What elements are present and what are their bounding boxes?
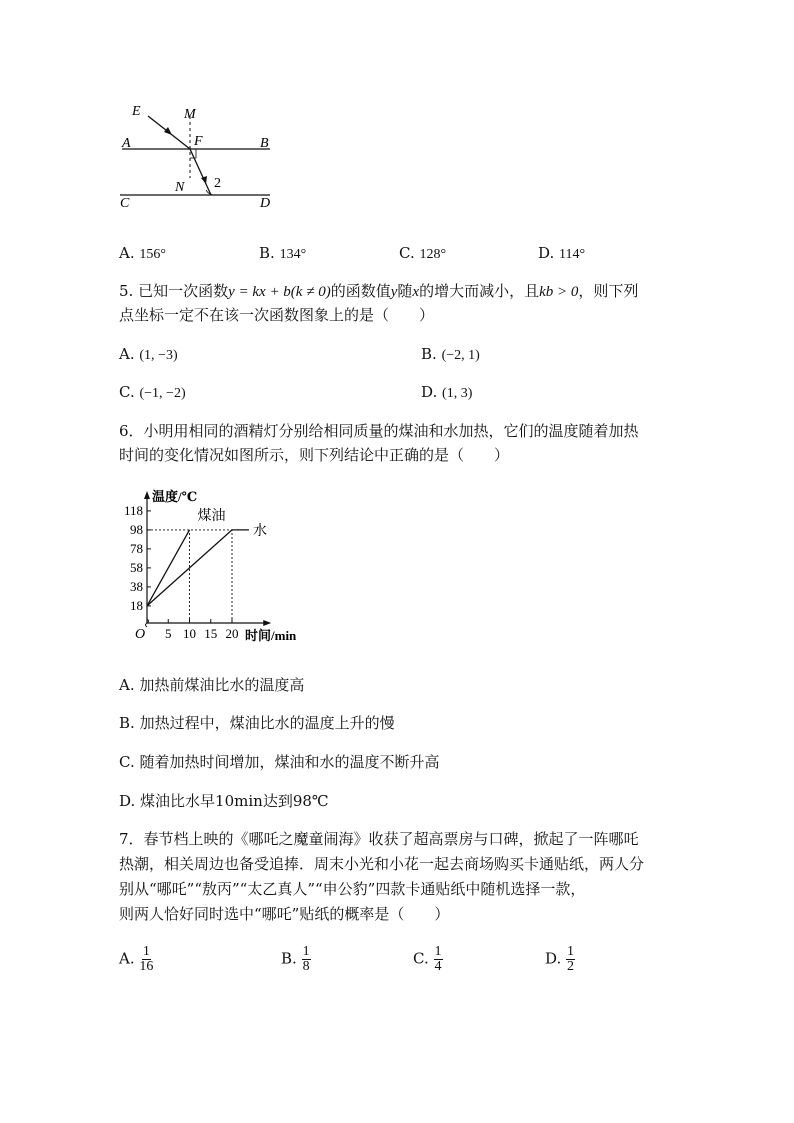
label-a: A	[122, 136, 131, 151]
fraction: $\frac{1}{4}$	[434, 944, 442, 974]
q7-stem-line2: 热潮，相关周边也备受追捧．周末小光和小花一起去商场购买卡通贴纸，两人分	[119, 855, 645, 873]
q6-option-b[interactable]: B. 加热过程中，煤油比水的温度上升的慢	[119, 714, 395, 732]
q6-stem-line1: 6．小明用相同的酒精灯分别给相同质量的煤油和水加热，它们的温度随着加热	[119, 422, 639, 440]
chart-x-tick-label: 20	[225, 626, 239, 641]
q5-option-c[interactable]: C. (−1, −2)	[119, 383, 186, 401]
chart-y-tick-label: 98	[130, 521, 143, 537]
chart-y-tick-label: 58	[130, 559, 143, 575]
q6-option-a[interactable]: A. 加热前煤油比水的温度高	[119, 676, 305, 694]
x-axis-arrow-icon	[263, 620, 271, 626]
q5-option-a[interactable]: A. (1, −3)	[119, 345, 178, 363]
label-d: D	[260, 196, 271, 211]
chart-origin-label: O	[135, 627, 146, 642]
q6-stem-line2: 时间的变化情况如图所示，则下列结论中正确的是（ ）	[119, 446, 510, 464]
q5-option-b[interactable]: B. (−2, 1)	[421, 345, 480, 363]
q7-option-a[interactable]: A. $\frac{1}{16}$	[119, 944, 154, 974]
q4-option-c[interactable]: C. 128°	[399, 244, 447, 262]
reflected-arrow-icon	[201, 176, 207, 184]
q5-stem-line2: 点坐标一定不在该一次函数图象上的是（ ）	[119, 306, 435, 324]
q7-stem-line4: 则两人恰好同时选中“哪吒”贴纸的概率是（ ）	[119, 905, 450, 923]
q7-option-b[interactable]: B. $\frac{1}{8}$	[281, 944, 310, 974]
q7-stem-line3: 别从“哪吒”“敖丙”“太乙真人”“申公豹”四款卡通贴纸中随机选择一款，	[119, 880, 586, 898]
reflected-ray	[190, 149, 211, 195]
label-2: 2	[214, 176, 221, 191]
q5-stem-line1: 5. 已知一次函数y = kx + b(k ≠ 0)的函数值y随x的增大而减小，且kb > 0，则下列	[119, 282, 639, 300]
label-m: M	[184, 107, 196, 122]
chart-y-tick-label: 118	[123, 502, 143, 518]
fraction: $\frac{1}{2}$	[567, 944, 575, 974]
q7-option-d[interactable]: D. $\frac{1}{2}$	[545, 944, 575, 974]
chart-y-tick-label: 38	[130, 578, 143, 594]
chart-series-label: 煤油	[197, 508, 226, 524]
chart-series-line	[147, 530, 190, 606]
chart-y-tick-label: 78	[130, 540, 143, 556]
chart-series-line	[147, 530, 249, 606]
q4-option-d[interactable]: D. 114°	[538, 244, 586, 262]
label-e: E	[132, 104, 141, 119]
fraction: $\frac{1}{8}$	[302, 944, 310, 974]
q6-option-d[interactable]: D. 煤油比水早10min达到98℃	[119, 792, 329, 810]
chart-y-tick-label: 18	[130, 597, 143, 613]
q7-stem-line1: 7．春节档上映的《哪吒之魔童闹海》收获了超高票房与口碑，掀起了一阵哪吒	[119, 830, 639, 848]
parallel-lines-figure	[110, 98, 285, 213]
chart-x-axis-label: 时间/min	[245, 628, 297, 643]
incident-arrow-icon	[164, 127, 172, 135]
chart-x-tick-label: 10	[183, 626, 196, 641]
q5-option-d[interactable]: D. (1, 3)	[421, 383, 473, 401]
fraction: $\frac{1}{16}$	[139, 944, 154, 974]
temperature-time-chart	[110, 483, 310, 648]
chart-y-axis-label: 温度/℃	[152, 489, 198, 504]
chart-x-tick-label: 15	[204, 626, 218, 641]
chart-x-tick-label: 5	[165, 626, 172, 641]
q4-option-a[interactable]: A. 156°	[119, 244, 166, 262]
chart-series-label: 水	[253, 523, 267, 539]
label-n: N	[175, 180, 185, 195]
y-axis-arrow-icon	[144, 491, 150, 499]
label-f: F	[194, 134, 203, 149]
q4-option-b[interactable]: B. 134°	[259, 244, 307, 262]
label-c: C	[120, 196, 130, 211]
q6-option-c[interactable]: C. 随着加热时间增加，煤油和水的温度不断升高	[119, 753, 440, 771]
q7-option-c[interactable]: C. $\frac{1}{4}$	[413, 944, 442, 974]
label-b: B	[260, 136, 269, 151]
